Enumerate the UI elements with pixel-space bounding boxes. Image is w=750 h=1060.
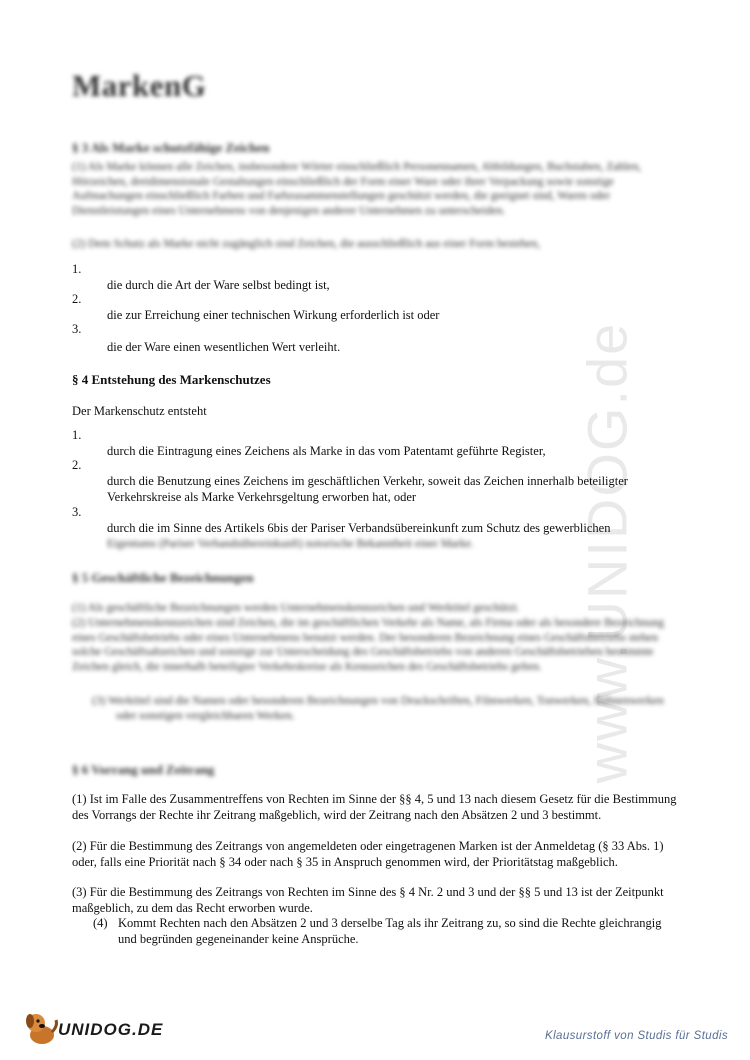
s4-item-3-text-continued: Eigentums (Pariser Verbandsübereinkunft) notorische Bekanntheit einer Marke. — [107, 538, 474, 550]
section-6-paragraph-2: (2) Für die Bestimmung des Zeitrangs von angemeldeten oder eingetragenen Marken ist der Anmeldetag (§ 33 Abs. 1) oder, falls eine Priorität nach § 34 oder nach § 35 in Anspruch genommen wird, der Prioritätstag maßgeblich. — [72, 839, 664, 869]
s4-item-1-number: 1. — [72, 428, 82, 442]
section-5-paragraph-3: (3) Werktitel sind die Namen oder besonderen Bezeichnungen von Druckschriften, Filmwerken, Tonwerken, Bühnenwerken oder sonstigen vergleichbaren Werken. — [92, 695, 664, 722]
s3-item-2-number: 2. — [72, 292, 82, 306]
watermark: www.UNIDOG.de — [575, 321, 639, 784]
section-4-intro: Der Markenschutz entsteht — [72, 404, 207, 418]
s3-item-3-text: die der Ware einen wesentlichen Wert verleiht. — [107, 340, 341, 354]
section-5-heading: § 5 Geschäftliche Bezeichnungen — [72, 570, 254, 585]
section-5-paragraph-2: (2) Unternehmenskennzeichen sind Zeichen, die im geschäftlichen Verkehr als Name, als Firma oder als besondere Bezeichnung eines Geschäftsbetriebs oder eines Unternehmens benutzt werden. Der besonderen Bezeichnung eines Geschäftsbetriebs stehen solche Geschäftsabzeichen und sonstige zur Unterscheidung des Geschäftsbetriebs von anderen Geschäftsbetrieben bestimmte Zeichen gleich, die innerhalb beteiligter Verkehrskreise als Kennzeichen des Geschäftsbetriebs gelten. — [72, 617, 665, 673]
section-3-paragraph-2: (2) Dem Schutz als Marke nicht zugänglich sind Zeichen, die ausschließlich aus einer Form bestehen, — [72, 238, 541, 250]
dog-logo-icon — [22, 1008, 62, 1048]
s4-item-1-text: durch die Eintragung eines Zeichens als Marke in das vom Patentamt geführte Register, — [107, 444, 546, 458]
section-3-heading: § 3 Als Marke schutzfähige Zeichen — [72, 140, 270, 155]
logo-text: UNIDOG.DE — [58, 1020, 164, 1039]
section-6-paragraph-4-text: Kommt Rechten nach den Absätzen 2 und 3 derselbe Tag als ihr Zeitrang zu, so sind die Rechte gleichrangig und begründen gegeneinander keine Ansprüche. — [118, 916, 662, 946]
section-6-heading: § 6 Vorrang und Zeitrang — [72, 762, 215, 777]
s3-item-3-number: 3. — [72, 322, 82, 336]
section-3-paragraph-1: (1) Als Marke können alle Zeichen, insbesondere Wörter einschließlich Personennamen, Abbildungen, Buchstaben, Zahlen, Hörzeichen, dreidimensionale Gestaltungen einschließlich der Form einer Ware oder ihrer Verpackung sowie sonstige Aufmachungen einschließlich Farben und Farbzusammenstellungen geschützt werden, die geeignet sind, Waren oder Dienstleistungen eines Unternehmens von denjenigen anderer Unternehmen zu unterscheiden. — [72, 161, 642, 217]
section-6-paragraph-4-number: (4) — [93, 916, 108, 930]
s4-item-2-text: durch die Benutzung eines Zeichens im geschäftlichen Verkehr, soweit das Zeichen innerhalb beteiligter Verkehrskreise als Marke Verkehrsgeltung erworben hat, oder — [107, 474, 628, 504]
s4-item-3-text: durch die im Sinne des Artikels 6bis der Pariser Verbandsübereinkunft zum Schutz des gewerblichen — [107, 521, 611, 535]
footer-tagline: Klausurstoff von Studis für Studis — [545, 1030, 728, 1042]
s4-item-3-number: 3. — [72, 505, 82, 519]
section-6-paragraph-1: (1) Ist im Falle des Zusammentreffens von Rechten im Sinne der §§ 4, 5 und 13 nach diesem Gesetz für die Bestimmung des Vorrangs der Rechte ihr Zeitrang maßgeblich, wird der Zeitrang nach den Absätzen 2 und 3 bestimmt. — [72, 792, 677, 822]
section-6-paragraph-3: (3) Für die Bestimmung des Zeitrangs von Rechten im Sinne des § 4 Nr. 2 und 3 und der §§ 5 und 13 ist der Zeitpunkt maßgeblich, zu dem das Recht erworben wurde. — [72, 885, 664, 915]
s3-item-1-text: die durch die Art der Ware selbst bedingt ist, — [107, 278, 330, 292]
s3-item-2-text: die zur Erreichung einer technischen Wirkung erforderlich ist oder — [107, 308, 440, 322]
s4-item-2-number: 2. — [72, 458, 82, 472]
page-title: MarkenG — [72, 68, 207, 103]
s3-item-1-number: 1. — [72, 262, 82, 276]
section-5-paragraph-1: (1) Als geschäftliche Bezeichnungen werden Unternehmenskennzeichen und Werktitel geschützt. — [72, 602, 520, 614]
section-4-heading: § 4 Entstehung des Markenschutzes — [72, 372, 271, 387]
